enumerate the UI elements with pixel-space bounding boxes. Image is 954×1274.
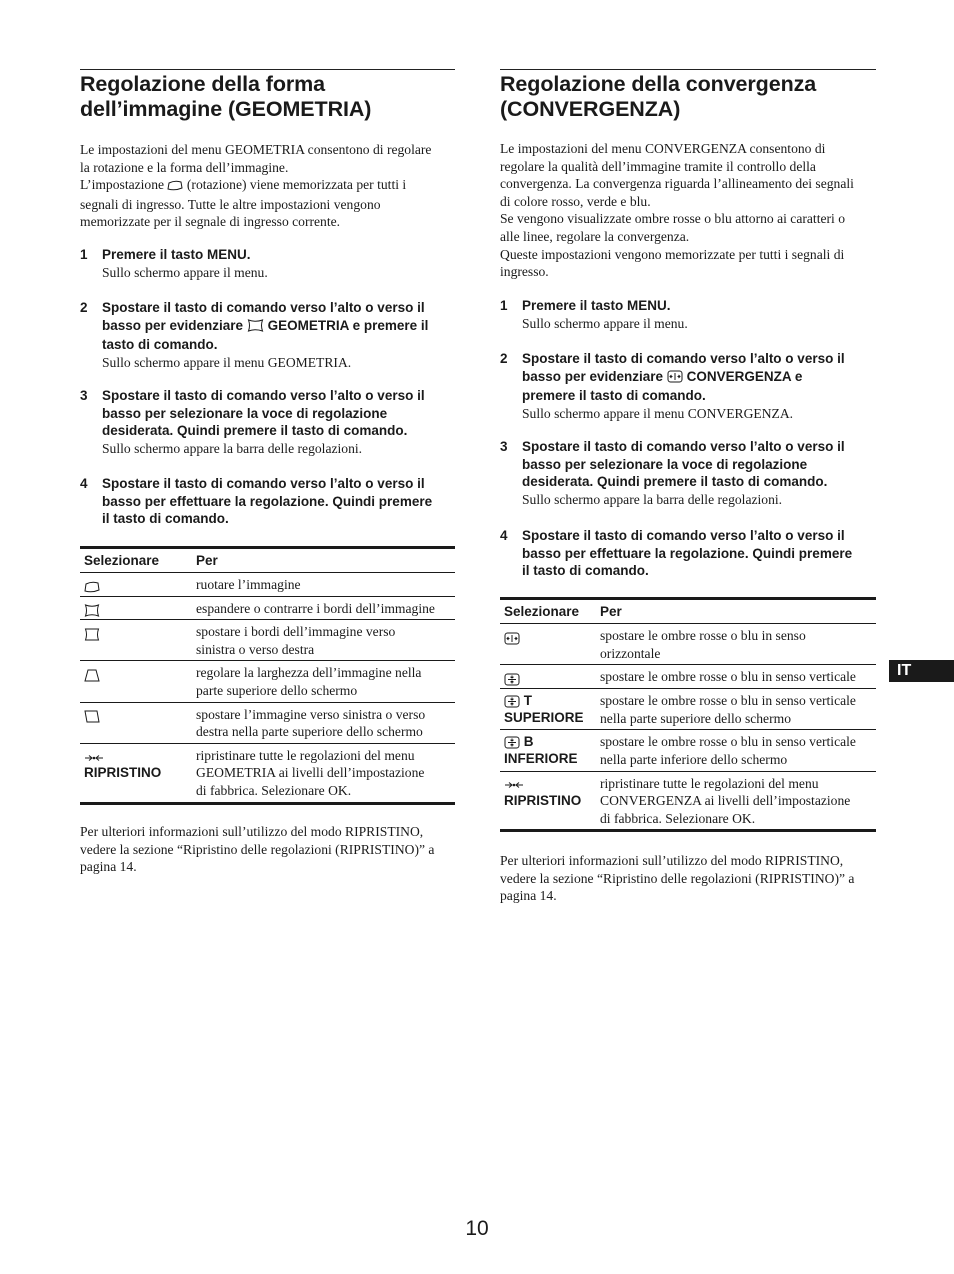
description-line: ripristinare tutte le regolazioni del menu (600, 775, 819, 791)
select-cell (500, 624, 596, 665)
select-cell (80, 661, 192, 702)
description-line: espandere o contrarre i bordi dell’immagine (196, 600, 435, 616)
table-row (80, 661, 455, 702)
select-cell (80, 743, 192, 803)
description-cell (596, 689, 876, 730)
description-line: spostare le ombre rosse o blu in senso (600, 628, 806, 643)
step-3 (80, 387, 455, 457)
description-line: di fabbrica. Selezionare OK. (600, 810, 756, 826)
select-label: B (523, 734, 534, 750)
instr-fragment: Spostare il tasto di comando verso l’alto o verso il (102, 300, 425, 315)
intro-line: memorizzate per il segnale di ingresso corrente. (80, 214, 341, 230)
intro-line: segnali di ingresso. Tutte le altre impostazioni vengono (80, 196, 381, 212)
description-cell (192, 596, 455, 620)
step-2 (80, 299, 455, 371)
section-title (500, 72, 816, 122)
table-row (500, 665, 876, 689)
description-cell (192, 573, 455, 597)
footnote-line: vedere la sezione “Ripristino delle regolazioni (RIPRISTINO)” a (500, 870, 855, 886)
step-2 (500, 350, 876, 422)
select-cell (500, 730, 596, 771)
step-number: 4 (80, 476, 88, 491)
select-label: RIPRISTINO (504, 792, 582, 808)
v-convergence-icon (504, 736, 520, 749)
instr-fragment: desiderata. Quindi premere il tasto di comando. (522, 474, 828, 490)
keystone-icon (84, 669, 100, 682)
intro-line: alle linee, regolare la convergenza. (500, 228, 690, 244)
description-cell (192, 743, 455, 803)
intro-line: ingresso. (500, 264, 549, 280)
instr-fragment: Spostare il tasto di comando verso l’alto o verso il (102, 476, 425, 491)
step-instruction: Premere il tasto MENU. (522, 298, 671, 313)
v-convergence-icon (504, 695, 520, 708)
description-line: spostare le ombre rosse o blu in senso verticale (600, 669, 856, 685)
description-cell (596, 624, 876, 665)
footnote-line: pagina 14. (80, 859, 137, 875)
page-number: 10 (465, 1217, 489, 1240)
intro-fragment: L’impostazione (80, 177, 165, 193)
reset-icon (84, 754, 104, 762)
footnote (80, 823, 455, 876)
geometry-options-table (80, 546, 455, 805)
intro-line (80, 176, 455, 196)
instr-fragment: basso per effettuare la regolazione. Quindi premere (102, 493, 433, 509)
title-line: Regolazione della convergenza (500, 72, 817, 96)
column-header: Selezionare (500, 599, 596, 624)
table-row (80, 702, 455, 743)
description-line: CONVERGENZA ai livelli dell’impostazione (600, 793, 851, 809)
intro-line: la rotazione e la forma dell’immagine. (80, 159, 289, 175)
step-number: 2 (500, 351, 508, 366)
intro-line: regolare la qualità dell’immagine tramite il controllo della (500, 158, 816, 174)
step-number: 2 (80, 300, 88, 315)
description-cell (596, 665, 876, 689)
description-cell (596, 730, 876, 771)
description-line: nella parte inferiore dello schermo (600, 751, 788, 767)
table-row (80, 596, 455, 620)
instr-fragment: Spostare il tasto di comando verso l’alto o verso il (102, 388, 425, 403)
step-1 (500, 297, 876, 332)
instr-fragment: il tasto di comando. (522, 563, 649, 579)
table-row (500, 689, 876, 730)
table-header-row (80, 548, 455, 573)
instr-fragment: Spostare il tasto di comando verso l’alto o verso il (522, 351, 845, 366)
description-cell (192, 661, 455, 702)
step-result: Sullo schermo appare il menu GEOMETRIA. (102, 354, 352, 370)
pin-balance-icon (84, 628, 100, 641)
description-line: nella parte superiore dello schermo (600, 710, 791, 726)
description-line: orizzontale (600, 645, 661, 661)
select-cell (500, 689, 596, 730)
section-rule (500, 69, 876, 70)
select-cell (500, 665, 596, 689)
description-line: ruotare l’immagine (196, 577, 301, 592)
h-convergence-icon (504, 632, 520, 645)
instr-fragment: Spostare il tasto di comando verso l’alto o verso il (522, 528, 845, 543)
step-instruction (522, 350, 876, 405)
description-cell (192, 620, 455, 661)
instr-fragment: basso per evidenziare (522, 368, 664, 384)
language-tab: IT (889, 660, 954, 682)
description-cell (192, 702, 455, 743)
step-number: 3 (80, 388, 88, 403)
step-instruction: Premere il tasto MENU. (102, 247, 251, 262)
description-line: parte superiore dello schermo (196, 682, 358, 698)
description-line: GEOMETRIA ai livelli dell’impostazione (196, 765, 425, 781)
instr-fragment: basso per effettuare la regolazione. Quindi premere (522, 545, 853, 561)
table-row (500, 624, 876, 665)
step-result: Sullo schermo appare il menu. (102, 264, 268, 280)
intro-line: convergenza. La convergenza riguarda l’allineamento dei segnali (500, 176, 854, 192)
instr-fragment: desiderata. Quindi premere il tasto di comando. (102, 423, 408, 439)
description-line: destra nella parte superiore dello schermo (196, 724, 423, 740)
instr-fragment: tasto di comando. (102, 337, 218, 353)
instr-fragment: basso per selezionare la voce di regolazione (102, 405, 388, 421)
step-result: Sullo schermo appare la barra delle regolazioni. (522, 491, 783, 507)
intro-line: di colore rosso, verde e blu. (500, 193, 651, 209)
step-instruction (102, 299, 455, 354)
description-line: spostare l’immagine verso sinistra o verso (196, 706, 426, 722)
select-label: SUPERIORE (504, 710, 584, 726)
instr-fragment: basso per selezionare la voce di regolazione (522, 456, 808, 472)
step-instruction (522, 438, 876, 491)
title-line: Regolazione della forma (80, 72, 326, 96)
table-row (500, 730, 876, 771)
intro-text (500, 140, 876, 281)
step-number: 4 (500, 528, 508, 543)
instr-fragment: premere il tasto di comando. (522, 388, 706, 404)
instr-fragment: Spostare il tasto di comando verso l’alto o verso il (522, 439, 845, 454)
description-line: di fabbrica. Selezionare OK. (196, 782, 352, 798)
step-instruction (522, 527, 876, 580)
intro-fragment: (rotazione) viene memorizzata per tutti i (186, 177, 407, 193)
description-cell (596, 771, 876, 831)
intro-line: Queste impostazioni vengono memorizzate per tutti i segnali di (500, 246, 845, 262)
table-row (80, 620, 455, 661)
footnote (500, 852, 876, 905)
table-row (80, 743, 455, 803)
description-line: sinistra o verso destra (196, 641, 315, 657)
select-label: RIPRISTINO (84, 764, 162, 780)
select-cell (80, 573, 192, 597)
section-title (80, 72, 371, 122)
step-instruction (102, 475, 455, 528)
pincushion-icon (84, 604, 100, 617)
footnote-line: pagina 14. (500, 888, 557, 904)
description-line: spostare i bordi dell’immagine verso (196, 624, 396, 640)
rotation-icon (167, 178, 183, 196)
step-1 (80, 246, 455, 281)
convergence-options-table (500, 597, 876, 832)
table-row (500, 771, 876, 831)
rotation-icon (84, 581, 100, 593)
footnote-line: Per ulteriori informazioni sull’utilizzo del modo RIPRISTINO, (500, 853, 844, 868)
footnote-line: vedere la sezione “Ripristino delle regolazioni (RIPRISTINO)” a (80, 841, 435, 857)
column-header: Per (596, 599, 876, 624)
instr-fragment: il tasto di comando. (102, 511, 229, 527)
column-header: Per (192, 548, 455, 573)
section-rule (80, 69, 455, 70)
intro-line: Le impostazioni del menu CONVERGENZA consentono di (500, 141, 826, 156)
instr-fragment: basso per evidenziare (102, 317, 244, 333)
title-line: (CONVERGENZA) (500, 97, 681, 121)
step-instruction (102, 387, 455, 440)
step-number: 3 (500, 439, 508, 454)
intro-line: Le impostazioni del menu GEOMETRIA consentono di regolare (80, 142, 432, 157)
instr-fragment: CONVERGENZA e (686, 368, 803, 384)
step-4 (500, 527, 876, 580)
select-label: INFERIORE (504, 751, 578, 767)
step-3 (500, 438, 876, 508)
select-label: T (523, 693, 533, 709)
step-number: 1 (500, 298, 508, 313)
intro-line: Se vengono visualizzate ombre rosse o blu attorno ai caratteri o (500, 211, 846, 227)
select-cell (80, 702, 192, 743)
title-line: dell’immagine (GEOMETRIA) (80, 97, 372, 121)
step-number: 1 (80, 247, 88, 262)
footnote-line: Per ulteriori informazioni sull’utilizzo del modo RIPRISTINO, (80, 824, 424, 839)
reset-icon (504, 781, 524, 789)
key-balance-icon (84, 710, 100, 723)
description-line: spostare le ombre rosse o blu in senso verticale (600, 693, 856, 709)
select-cell (500, 771, 596, 831)
step-result: Sullo schermo appare il menu. (522, 315, 688, 331)
convergence-icon (667, 370, 683, 388)
v-convergence-icon (504, 673, 520, 686)
select-cell (80, 620, 192, 661)
select-cell (80, 596, 192, 620)
column-header: Selezionare (80, 548, 192, 573)
description-line: regolare la larghezza dell’immagine nella (196, 665, 422, 681)
description-line: ripristinare tutte le regolazioni del menu (196, 747, 415, 763)
step-4 (80, 475, 455, 528)
step-result: Sullo schermo appare il menu CONVERGENZA. (522, 405, 794, 421)
description-line: spostare le ombre rosse o blu in senso verticale (600, 734, 856, 750)
step-result: Sullo schermo appare la barra delle regolazioni. (102, 440, 363, 456)
intro-text (80, 141, 455, 231)
table-row (80, 573, 455, 597)
geometry-icon (247, 319, 264, 337)
table-header-row (500, 599, 876, 624)
instr-fragment: GEOMETRIA e premere il (267, 317, 429, 333)
